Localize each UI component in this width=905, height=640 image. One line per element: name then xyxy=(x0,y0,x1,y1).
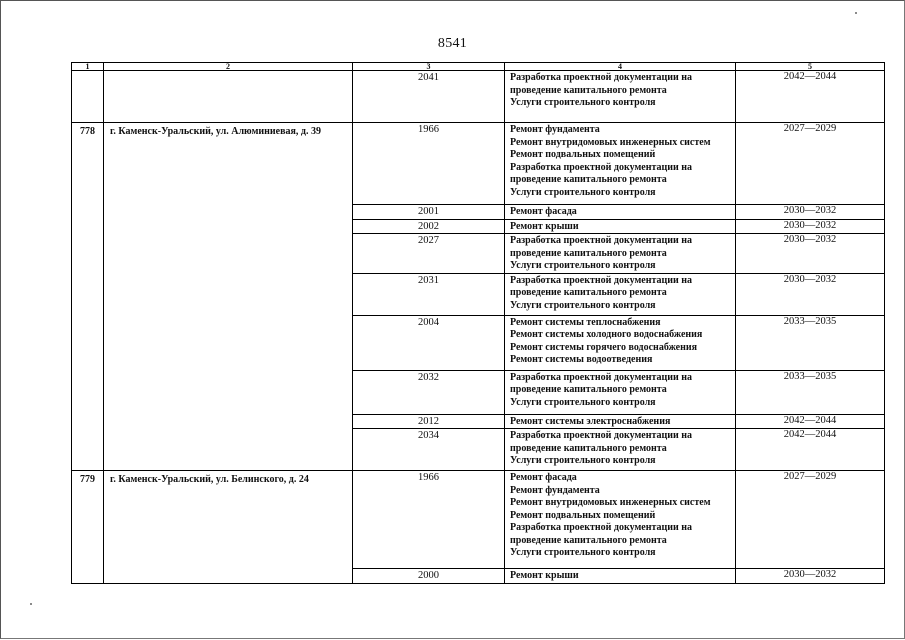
works-cell xyxy=(505,315,736,370)
period-cell: 2033—2035 xyxy=(736,370,885,414)
work-item: Ремонт крыши xyxy=(510,220,579,232)
work-item: Разработка проектной документации на xyxy=(510,235,693,246)
work-item: Разработка проектной документации на xyxy=(510,522,693,533)
year-cell: 2001 xyxy=(353,205,505,220)
work-item: проведение капитального ремонта xyxy=(510,174,667,185)
year-cell: 2031 xyxy=(353,273,505,315)
work-item: Ремонт подвальных помещений xyxy=(510,509,656,521)
works-cell xyxy=(505,429,736,471)
works-cell xyxy=(505,370,736,414)
period-cell: 2030—2032 xyxy=(736,219,885,234)
period-cell: 2030—2032 xyxy=(736,205,885,220)
period-cell: 2030—2032 xyxy=(736,569,885,584)
period-cell: 2027—2029 xyxy=(736,123,885,205)
works-cell xyxy=(505,205,736,220)
work-item: Разработка проектной документации на xyxy=(510,371,693,383)
work-item: проведение капитального ремонта xyxy=(510,534,667,546)
works-cell xyxy=(505,71,736,123)
scan-speck xyxy=(855,12,857,14)
scan-speck xyxy=(30,603,32,605)
work-item: Разработка проектной документации на xyxy=(510,72,693,83)
work-item: проведение капитального ремонта xyxy=(510,442,667,454)
works-cell xyxy=(505,414,736,429)
work-item: Ремонт системы водоотведения xyxy=(510,354,653,365)
work-item: проведение капитального ремонта xyxy=(510,384,667,395)
building-address: г. Каменск-Уральский, ул. Белинского, д. 24 xyxy=(104,471,353,584)
year-cell: 2032 xyxy=(353,370,505,414)
work-item: Ремонт фасада xyxy=(510,472,577,483)
work-item: Услуги строительного контроля xyxy=(510,299,656,311)
year-cell: 2027 xyxy=(353,234,505,274)
work-item: проведение капитального ремонта xyxy=(510,84,667,96)
table-row xyxy=(72,71,885,123)
row-number: 779 xyxy=(72,471,104,584)
column-header: 3 xyxy=(353,63,505,71)
works-cell xyxy=(505,219,736,234)
column-header: 1 xyxy=(72,63,104,71)
header-row xyxy=(72,63,885,71)
period-cell: 2027—2029 xyxy=(736,471,885,569)
work-item: Ремонт системы электроснабжения xyxy=(510,415,671,427)
work-item: Ремонт системы теплоснабжения xyxy=(510,316,661,328)
work-item: Ремонт внутридомовых инженерных систем xyxy=(510,136,711,148)
work-item: Ремонт крыши xyxy=(510,570,579,581)
work-item: Услуги строительного контроля xyxy=(510,547,656,558)
row-number xyxy=(72,71,104,123)
works-cell xyxy=(505,234,736,274)
year-cell: 2002 xyxy=(353,219,505,234)
work-item: Услуги строительного контроля xyxy=(510,186,656,198)
repair-schedule-table xyxy=(71,62,885,584)
building-address xyxy=(104,71,353,123)
work-item: Разработка проектной документации на xyxy=(510,161,693,173)
work-item: Ремонт подвальных помещений xyxy=(510,149,656,160)
works-cell xyxy=(505,273,736,315)
period-cell: 2030—2032 xyxy=(736,234,885,274)
work-item: Услуги строительного контроля xyxy=(510,455,656,466)
work-item: Разработка проектной документации на xyxy=(510,430,693,441)
year-cell: 2041 xyxy=(353,71,505,123)
page-number: 8541 xyxy=(437,36,468,51)
year-cell: 1966 xyxy=(353,471,505,569)
work-item: проведение капитального ремонта xyxy=(510,247,667,259)
work-item: Услуги строительного контроля xyxy=(510,260,656,271)
table-row xyxy=(72,471,885,569)
work-item: Разработка проектной документации на xyxy=(510,274,693,286)
work-item: Ремонт фундамента xyxy=(510,124,600,135)
period-cell: 2042—2044 xyxy=(736,71,885,123)
work-item: Ремонт системы холодного водоснабжения xyxy=(510,329,703,340)
works-cell xyxy=(505,471,736,569)
work-item: Ремонт внутридомовых инженерных систем xyxy=(510,497,711,508)
year-cell: 2000 xyxy=(353,569,505,584)
work-item: Услуги строительного контроля xyxy=(510,97,656,108)
work-item: Ремонт фундамента xyxy=(510,484,600,496)
work-item: проведение капитального ремонта xyxy=(510,287,667,298)
period-cell: 2042—2044 xyxy=(736,429,885,471)
period-cell: 2042—2044 xyxy=(736,414,885,429)
work-item: Ремонт фасада xyxy=(510,206,577,217)
period-cell: 2030—2032 xyxy=(736,273,885,315)
column-header: 4 xyxy=(505,63,736,71)
year-cell: 2012 xyxy=(353,414,505,429)
works-cell xyxy=(505,123,736,205)
building-address: г. Каменск-Уральский, ул. Алюминиевая, д. 39 xyxy=(104,123,353,471)
year-cell: 2034 xyxy=(353,429,505,471)
works-cell xyxy=(505,569,736,584)
column-header: 2 xyxy=(104,63,353,71)
row-number: 778 xyxy=(72,123,104,471)
work-item: Ремонт системы горячего водоснабжения xyxy=(510,341,698,353)
column-header: 5 xyxy=(736,63,885,71)
table-row xyxy=(72,123,885,205)
period-cell: 2033—2035 xyxy=(736,315,885,370)
year-cell: 2004 xyxy=(353,315,505,370)
year-cell: 1966 xyxy=(353,123,505,205)
work-item: Услуги строительного контроля xyxy=(510,396,656,408)
